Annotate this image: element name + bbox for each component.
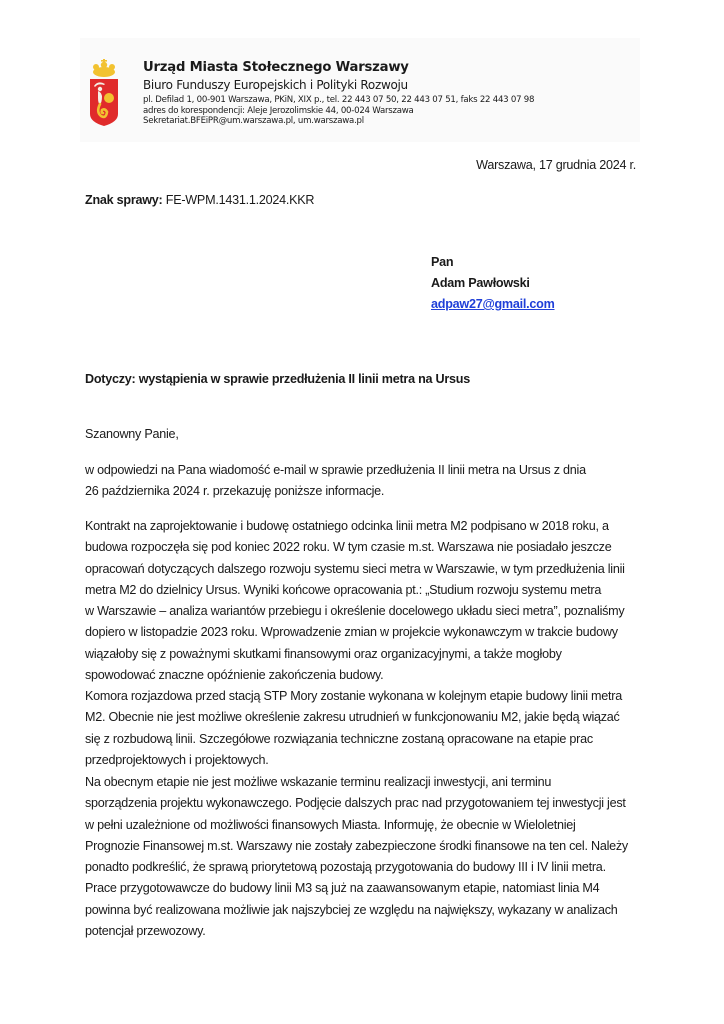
case-reference-label: Znak sprawy: [85, 193, 163, 207]
paragraph-line: wiązałoby się z poważnymi skutkami finansowymi oraz organizacyjnymi, a także mogłoby [85, 646, 562, 661]
paragraph-line: Na obecnym etapie nie jest możliwe wskazanie terminu realizacji inwestycji, ani terminu [85, 775, 552, 789]
paragraph-line: Komora rozjazdowa przed stacją STP Mory zostanie wykonana w kolejnym etapie budowy linii metra [85, 689, 622, 703]
paragraph-line: sporządzenia projektu wykonawczego. Podjęcie dalszych prac nad przygotowaniem tej inwestycji jest [85, 796, 626, 811]
paragraph-line: w Warszawie – analiza wariantów przebiegu i określenie docelowego układu sieci metra”, poznaliśmy [85, 604, 625, 619]
paragraph-switch-chamber [85, 686, 645, 771]
paragraph-line: Prace przygotowawcze do budowy linii M3 są już na zaawansowanym etapie, natomiast linia M4 [85, 881, 600, 896]
letter-subject: Dotyczy: wystąpienia w sprawie przedłużenia II linii metra na Ursus [85, 372, 470, 386]
paragraph-line: w pełni uzależnione od możliwości finansowych Miasta. Informuję, że obecnie w Wieloletniej [85, 817, 576, 832]
recipient-name: Adam Pawłowski [431, 276, 530, 290]
paragraph-line: spowodować znaczne opóźnienie zakończenia budowy. [85, 668, 384, 683]
department-name: Biuro Funduszy Europejskich i Polityki Rozwoju [143, 78, 408, 92]
paragraph-line: ponadto podkreślić, że sprawą priorytetową pozostają przygotowania do budowy III i IV linii metra. [85, 860, 606, 875]
paragraph-line: potencjał przewozowy. [85, 924, 206, 939]
organization-name: Urząd Miasta Stołecznego Warszawy [143, 60, 409, 75]
paragraph-line: opracowań dotyczących dalszego rozwoju systemu sieci metra w Warszawie, w tym przedłużenia linii [85, 561, 625, 576]
paragraph-line: metra M2 do dzielnicy Ursus. Wyniki końcowe opracowania pt.: „Studium rozwoju systemu metra [85, 582, 602, 597]
paragraph-line: Kontrakt na zaprojektowanie i budowę ostatniego odcinka linii metra M2 podpisano w 2018 roku, a [85, 519, 609, 533]
paragraph-line: się z rozbudową linii. Szczegółowe rozwiązania techniczne zostaną opracowane na etapie prac [85, 731, 593, 746]
paragraph-contract [85, 516, 645, 686]
paragraph-line: 26 października 2024 r. przekazuję poniższe informacje. [85, 484, 385, 499]
case-reference-value: FE-WPM.1431.1.2024.KKR [165, 193, 315, 207]
paragraph-financing [85, 772, 645, 942]
paragraph-line: M2. Obecnie nie jest możliwe określenie zakresu utrudnień w funkcjonowaniu M2, jakie będą wiązać [85, 710, 620, 725]
paragraph-intro [85, 460, 645, 503]
paragraph-line: Prognozie Finansowej m.st. Warszawy nie zostały zabezpieczone środki finansowe na ten cel. Należy [85, 838, 628, 853]
paragraph-line: budowa rozpoczęła się pod koniec 2022 roku. W tym czasie m.st. Warszawa nie posiadało jeszcze [85, 540, 612, 555]
recipient-title: Pan [431, 255, 454, 269]
office-contact: Sekretariat.BFEiPR@um.warszawa.pl, um.warszawa.pl [143, 116, 364, 126]
paragraph-line: w odpowiedzi na Pana wiadomość e-mail w sprawie przedłużenia II linii metra na Ursus z dnia [85, 463, 586, 477]
letterhead [80, 38, 640, 142]
greeting: Szanowny Panie, [85, 427, 179, 441]
case-reference [85, 193, 314, 207]
letter-date: Warszawa, 17 grudnia 2024 r. [476, 158, 636, 172]
recipient-block [431, 252, 555, 315]
correspondence-address: adres do korespondencji: Aleje Jerozolimskie 44, 00-024 Warszawa [143, 105, 414, 116]
recipient-email-link[interactable]: adpaw27@gmail.com [431, 297, 555, 311]
paragraph-line: dopiero w listopadzie 2023 roku. Wprowadzenie zmian w projekcie wykonawczym w trakcie budowy [85, 625, 618, 640]
office-address: pl. Defilad 1, 00-901 Warszawa, PKiN, XIX p., tel. 22 443 07 50, 22 443 07 51, faks 22 443 07 98 [143, 95, 535, 105]
paragraph-line: powinna być realizowana możliwie jak najszybciej ze względu na największy, wykazany w analizach [85, 902, 618, 917]
paragraph-line: przedprojektowych i projektowych. [85, 752, 269, 767]
letterhead-text [143, 60, 534, 127]
warsaw-coat-of-arms-icon [88, 52, 120, 132]
